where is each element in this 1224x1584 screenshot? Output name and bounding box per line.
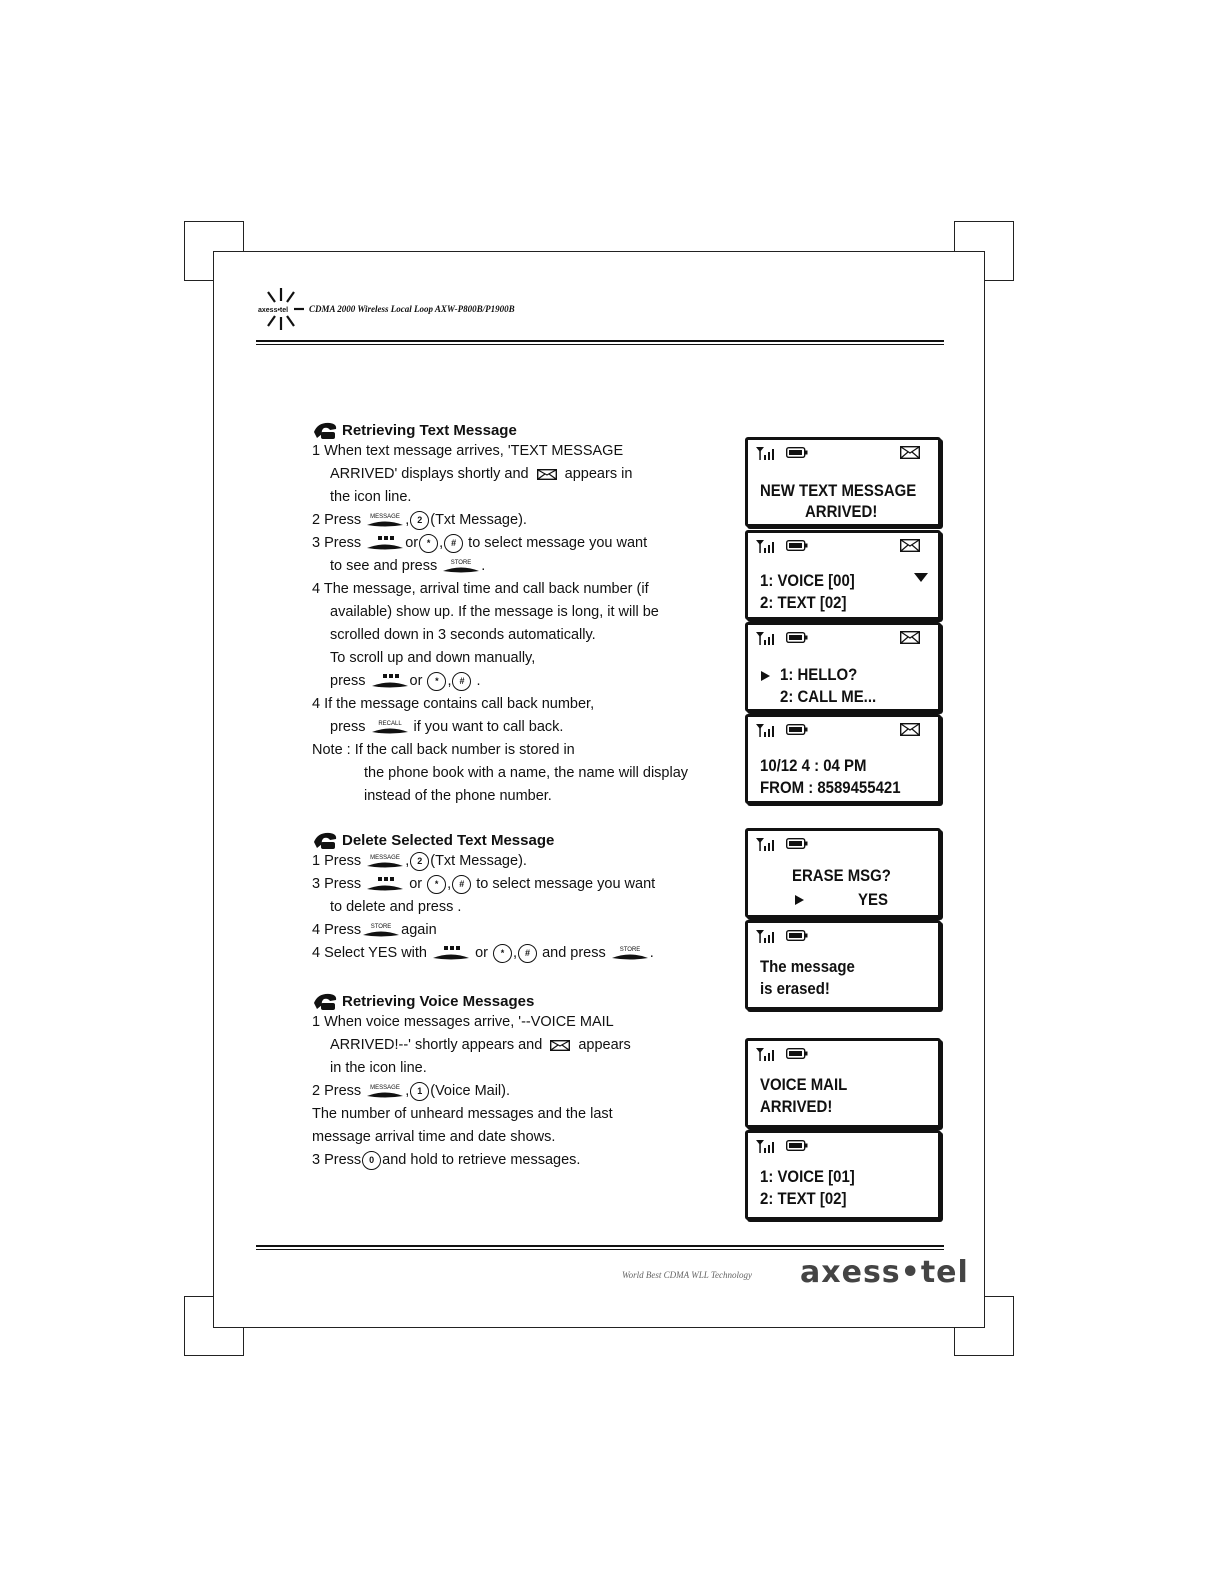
footer-tagline: World Best CDMA WLL Technology xyxy=(622,1270,753,1280)
store-key-icon xyxy=(441,558,481,574)
text-line: To scroll up and down manually, xyxy=(330,650,536,666)
envelope-icon xyxy=(550,1040,570,1051)
key-star-icon: * xyxy=(427,875,446,894)
text-line: 1 When text message arrives, 'TEXT MESSAGE xyxy=(312,443,624,459)
store-key-icon xyxy=(610,945,650,961)
key-2-icon: 2 xyxy=(410,511,429,530)
text-line: press or * , # . xyxy=(330,673,481,689)
signal-icon xyxy=(756,723,780,737)
text-line: 2 Press MESSAGE , 2 (Txt Message). xyxy=(312,512,527,528)
svg-text:MESSAGE: MESSAGE xyxy=(370,514,401,521)
note-line: the phone book with a name, the name will display xyxy=(364,765,689,781)
signal-icon xyxy=(756,837,780,851)
key-hash-icon: # xyxy=(452,672,471,691)
lcd-line-2: 2: TEXT [02] xyxy=(760,593,847,612)
nav-key-icon xyxy=(365,535,405,551)
envelope-icon xyxy=(537,469,557,480)
signal-icon xyxy=(756,539,780,553)
phone-bullet-icon xyxy=(312,830,338,850)
battery-icon xyxy=(786,838,808,849)
heading-text: Delete Selected Text Message xyxy=(342,831,555,849)
section-retrieving-text xyxy=(312,420,688,808)
lcd-screen-erase-confirm xyxy=(745,828,941,918)
message-key-icon xyxy=(365,853,405,869)
signal-icon xyxy=(756,631,780,645)
section-delete-text xyxy=(312,830,655,965)
text-line: ARRIVED!--' shortly appears and appears xyxy=(330,1037,631,1053)
svg-text:STORE: STORE xyxy=(370,924,392,931)
battery-icon xyxy=(786,1140,808,1151)
envelope-icon xyxy=(900,539,920,552)
section-retrieving-voice xyxy=(312,991,631,1172)
section-heading xyxy=(312,830,655,850)
footer-rule xyxy=(256,1245,944,1250)
svg-text:MESSAGE: MESSAGE xyxy=(370,1085,401,1092)
note-line: instead of the phone number. xyxy=(364,788,552,804)
status-bar xyxy=(756,446,932,460)
status-bar xyxy=(756,723,932,737)
store-key-icon xyxy=(361,922,401,938)
lcd-screen-voice-mail xyxy=(745,1038,941,1128)
svg-text:STORE: STORE xyxy=(619,947,641,954)
status-bar xyxy=(756,1139,932,1153)
lcd-line-1: 10/12 4 : 04 PM xyxy=(760,756,867,775)
lcd-screen-message-detail xyxy=(745,714,941,804)
key-hash-icon: # xyxy=(452,875,471,894)
text-line: the icon line. xyxy=(330,489,412,505)
battery-icon xyxy=(786,930,808,941)
selection-arrow-icon xyxy=(761,671,770,681)
text-line: 2 Press MESSAGE , 1 (Voice Mail). xyxy=(312,1083,511,1099)
lcd-line-1: 1: VOICE [00] xyxy=(760,571,855,590)
text-line: 3 Press or * , # to select message you want xyxy=(312,535,648,551)
phone-bullet-icon xyxy=(312,420,338,440)
lcd-line-2: ARRIVED! xyxy=(760,1097,833,1116)
lcd-screen-erased xyxy=(745,920,941,1010)
status-bar xyxy=(756,929,932,943)
heading-text: Retrieving Text Message xyxy=(342,421,517,439)
lcd-screen-voice-count xyxy=(745,1130,941,1220)
text-line: message arrival time and date shows. xyxy=(312,1129,556,1145)
status-bar xyxy=(756,539,932,553)
text-line: 3 Press 0 and hold to retrieve messages. xyxy=(312,1152,581,1168)
section-heading xyxy=(312,991,631,1011)
envelope-icon xyxy=(900,631,920,644)
header-title: CDMA 2000 Wireless Local Loop AXW-P800B/P1900B xyxy=(309,304,515,314)
message-key-icon xyxy=(365,1083,405,1099)
text-line: 4 If the message contains call back number, xyxy=(312,696,595,712)
header-rule xyxy=(256,340,944,345)
status-bar xyxy=(756,631,932,645)
phone-bullet-icon xyxy=(312,991,338,1011)
key-star-icon: * xyxy=(427,672,446,691)
key-0-icon: 0 xyxy=(362,1151,381,1170)
lcd-line-2: ARRIVED! xyxy=(805,502,878,521)
footer-brand-logo: axess•tel xyxy=(800,1255,969,1290)
svg-text:MESSAGE: MESSAGE xyxy=(370,855,401,862)
text-line: 4 Select YES with or * , # and press STORE . xyxy=(312,945,654,961)
text-line: to see and press STORE . xyxy=(330,558,486,574)
text-line: 4 The message, arrival time and call back number (if xyxy=(312,581,649,597)
key-1-icon: 1 xyxy=(410,1082,429,1101)
lcd-line-1: 1: VOICE [01] xyxy=(760,1167,855,1186)
text-line: The number of unheard messages and the last xyxy=(312,1106,613,1122)
message-key-icon xyxy=(365,512,405,528)
text-line: 1 Press MESSAGE , 2 (Txt Message). xyxy=(312,853,527,869)
svg-text:axess•tel: axess•tel xyxy=(258,307,289,314)
svg-text:STORE: STORE xyxy=(450,560,472,567)
signal-icon xyxy=(756,929,780,943)
text-line: to delete and press . xyxy=(330,899,462,915)
key-hash-icon: # xyxy=(444,534,463,553)
signal-icon xyxy=(756,1139,780,1153)
nav-key-icon xyxy=(370,673,410,689)
svg-text:RECALL: RECALL xyxy=(377,721,402,728)
battery-icon xyxy=(786,540,808,551)
recall-key-icon xyxy=(370,719,410,735)
lcd-line-2: FROM : 8589455421 xyxy=(760,778,901,797)
section-heading xyxy=(312,420,688,440)
key-hash-icon: # xyxy=(518,944,537,963)
text-line: available) show up. If the message is long, it will be xyxy=(330,604,659,620)
lcd-line-1: 1: HELLO? xyxy=(780,665,858,684)
key-star-icon: * xyxy=(493,944,512,963)
text-line: scrolled down in 3 seconds automatically. xyxy=(330,627,596,643)
status-bar xyxy=(756,837,932,851)
battery-icon xyxy=(786,1048,808,1059)
lcd-line-1: The message xyxy=(760,957,855,976)
lcd-line-2: is erased! xyxy=(760,979,830,998)
selection-arrow-icon xyxy=(795,895,804,905)
heading-text: Retrieving Voice Messages xyxy=(342,992,535,1010)
lcd-screen-text-list xyxy=(745,622,941,712)
signal-icon xyxy=(756,446,780,460)
note-line: Note : If the call back number is stored in xyxy=(312,742,575,758)
lcd-line-1: VOICE MAIL xyxy=(760,1075,848,1094)
envelope-icon xyxy=(900,446,920,459)
status-bar xyxy=(756,1047,932,1061)
battery-icon xyxy=(786,447,808,458)
scroll-down-arrow-icon xyxy=(914,573,928,583)
envelope-icon xyxy=(900,723,920,736)
text-line: 4 Press STORE again xyxy=(312,922,437,938)
text-line: 1 When voice messages arrive, '--VOICE MAIL xyxy=(312,1014,614,1030)
text-line: ARRIVED' displays shortly and appears in xyxy=(330,466,633,482)
lcd-screen-message-list xyxy=(745,530,941,620)
text-line: in the icon line. xyxy=(330,1060,427,1076)
nav-key-icon xyxy=(365,876,405,892)
lcd-line-2: YES xyxy=(858,890,888,909)
lcd-screen-new-text xyxy=(745,437,941,527)
lcd-line-1: ERASE MSG? xyxy=(792,866,891,885)
text-line: 3 Press or * , # to select message you want xyxy=(312,876,656,892)
text-line: press RECALL if you want to call back. xyxy=(330,719,564,735)
lcd-line-1: NEW TEXT MESSAGE xyxy=(760,481,917,500)
nav-key-icon xyxy=(431,945,471,961)
lcd-line-2: 2: CALL ME... xyxy=(780,687,877,706)
axesstel-logo xyxy=(258,286,304,332)
key-2-icon: 2 xyxy=(410,852,429,871)
battery-icon xyxy=(786,632,808,643)
lcd-line-2: 2: TEXT [02] xyxy=(760,1189,847,1208)
key-star-icon: * xyxy=(419,534,438,553)
signal-icon xyxy=(756,1047,780,1061)
battery-icon xyxy=(786,724,808,735)
